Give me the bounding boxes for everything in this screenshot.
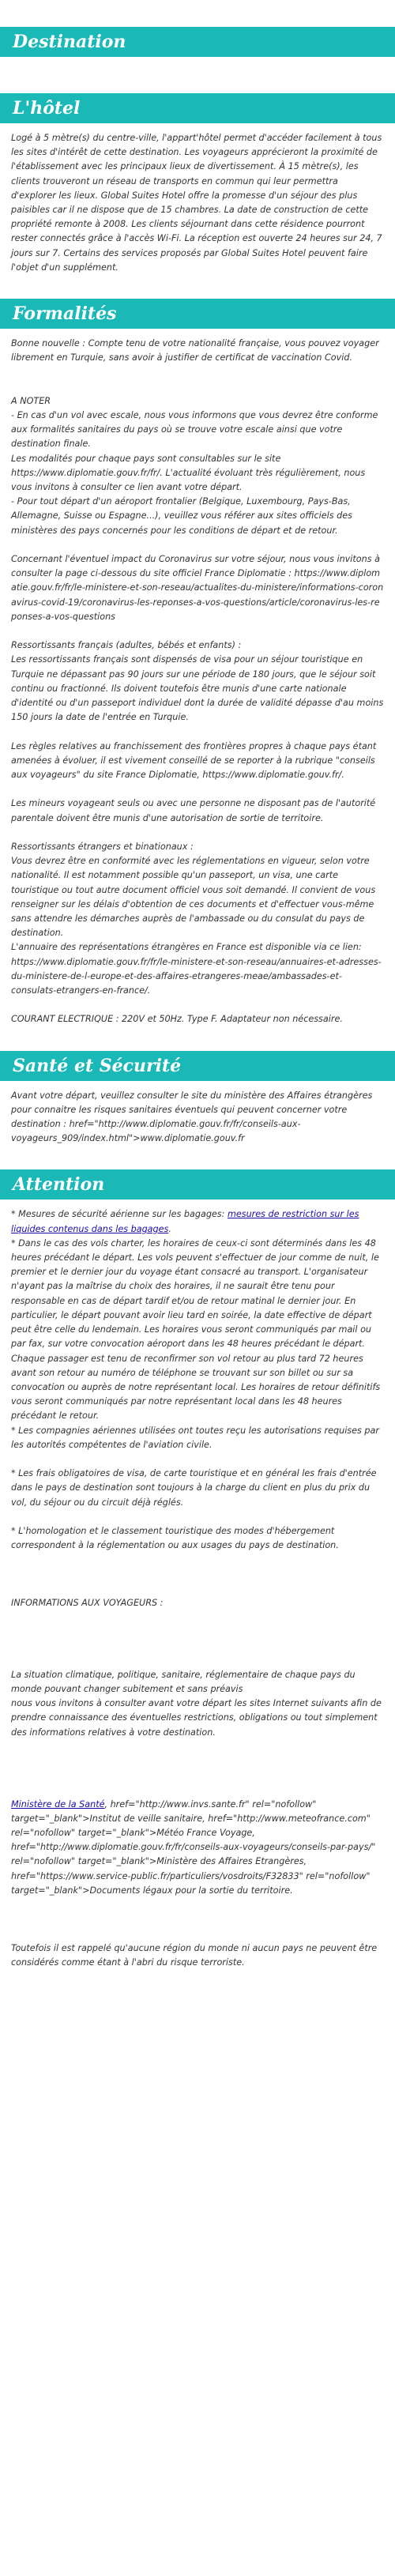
section-header-destination (0, 27, 395, 57)
attention-baggage-text: * Mesures de sécurité aérienne sur les bagages: (11, 1209, 228, 1220)
formalites-foreign-nationals: Ressortissants étrangers et binationaux : Vous devrez être en conformité avec les réglementations en vigueur, selon votre nationalité. Il est notamment possible qu'un passeport, un visa, une carte touristique ou tout autre document officiel vous soit demandé. Il convient de vous renseigner sur les délais d'obtention de ces documents et d'effectuer vous-même sans attendre les démarches auprès de l'ambassade ou du consulat du pays de destination. L'annuaire des représentations étrangères en France est disponible via ce lien: https://www.diplomatie.gouv.fr/fr/le-ministere-et-son-reseau/annuaires-et-adresses-du-ministere-de-l-europe-et-des-affaires-etrangeres-meae/ambassades-et-consulats-etrangers-en-france/. (11, 842, 382, 996)
section-title: Santé et Sécurité (13, 1055, 182, 1076)
attention-baggage-suffix: . (168, 1223, 171, 1234)
section-title: Formalités (13, 303, 117, 325)
formalites-border-rules: Les règles relatives au franchissement des frontières propres à chaque pays étant amenées à évoluer, il est vivement conseillé de se reporter à la rubrique "conseils aux voyageurs" du site France Diplomatie, https://www.diplomatie.gouv.fr/. (11, 740, 377, 781)
sante-text: Avant votre départ, veuillez consulter le site du ministère des Affaires étrangères pour connaitre les risques sanitaires éventuels qui peuvent concerner votre destination : href="http://www.diplomatie.gouv.fr/fr/conseils-aux-voyageurs_909/index.html">www.diplomatie.gouv.fr (11, 1090, 373, 1144)
formalites-content (0, 329, 395, 1027)
formalites-electric: COURANT ELECTRIQUE : 220V et 50Hz. Type F. Adaptateur non nécessaire. (11, 1014, 343, 1025)
ministere-sante-link[interactable]: Ministère de la Santé (11, 1798, 105, 1810)
section-header-sante (0, 1051, 395, 1081)
attention-situation: La situation climatique, politique, sanitaire, réglementaire de chaque pays du monde pouvant changer subitement et sans préavis nous vous invitons à consulter avant votre départ les sites Internet suivants afin de prendre connaissance des éventuelles restrictions, obligations ou tout simplement des informations relatives à votre destination. (11, 1669, 382, 1738)
hotel-content (0, 123, 395, 275)
formalites-french-nationals: Ressortissants français (adultes, bébés et enfants) : Les ressortissants français sont dispensés de visa pour un séjour touristique en Turquie ne dépassant pas 90 jours sur une période de 180 jours, que le séjour soit continu ou fractionné. Ils doivent toutefois être munis d'une carte nationale d'identité ou d'un passeport individuel dont la durée de validité dépasse d'au moins 150 jours la date de l'entrée en Turquie. (11, 640, 384, 723)
formalites-covid: Bonne nouvelle : Compte tenu de votre nationalité française, vous pouvez voyager librement en Turquie, sans avoir à justifier de certificat de vaccination Covid. (11, 338, 379, 363)
attention-links-text: , href="http://www.invs.sante.fr" rel="nofollow" target="_blank">Institut de veille sanitaire, href="http://www.meteofrance.com" rel="nofollow" target="_blank">Météo France Voyage, href="http://www.diplomatie.gouv.fr/fr/conseils-aux-voyageurs/conseils-par-pays/" rel="nofollow" target="_blank">Ministère des Affaires Etrangères, href="https://www.service-public.fr/particuliers/vosdroits/F32833" rel="nofollow" target="_blank">Documents légaux pour la sortie du territoire. (11, 1798, 376, 1896)
section-title: Attention (13, 1174, 105, 1196)
formalites-minors: Les mineurs voyageant seuls ou avec une personne ne disposant pas de l'autorité parentale doivent être munis d'une autorisation de sortie de territoire. (11, 798, 376, 823)
attention-content (0, 1199, 395, 1970)
attention-baggage (11, 1207, 384, 1236)
liquids-restriction-link[interactable]: mesures de restriction sur les liquides contenus dans les bagages (11, 1209, 359, 1234)
attention-terrorism: Toutefois il est rappelé qu'aucune région du monde ni aucun pays ne peuvent être considérés comme étant à l'abri du risque terroriste. (11, 1942, 378, 1968)
attention-homologation: * L'homologation et le classement touristique des modes d'hébergement correspondent à la réglementation ou aux usages du pays de destination. (11, 1525, 339, 1551)
sante-content (0, 1081, 395, 1147)
attention-links (11, 1798, 384, 1898)
section-title: L'hôtel (13, 98, 81, 119)
section-header-formalites (0, 299, 395, 329)
section-title: Destination (13, 32, 126, 52)
section-header-attention (0, 1169, 395, 1199)
formalites-coronavirus: Concernant l'éventuel impact du Coronavirus sur votre séjour, nous vous invitons à consulter la page ci-dessous du site officiel France Diplomatie : https://www.diplomatie.gouv.fr/fr/le-ministere-et-son-reseau/actualites-du-ministere/informations-coronavirus-covid-19/coronavirus-les-reponses-a-vos-questions/article/coronavirus-les-reponses-a-vos-questions (11, 554, 384, 622)
hotel-description: Logé à 5 mètre(s) du centre-ville, l'appart'hôtel permet d'accéder facilement à tous les sites d'intérêt de cette destination. Les voyageurs apprécieront la proximité de l'établissement avec les principaux lieux de divertissement. À 15 mètre(s), les clients trouveront un réseau de transports en commun qui leur permettra d'explorer les lieux. Global Suites Hotel offre la promesse d'un séjour des plus paisibles car il ne dispose que de 15 chambres. La date de construction de cette propriété remonte à 2008. Les clients séjournant dans cette résidence pourront rester connectés grâce à l'accès Wi-Fi. La réception est ouverte 24 heures sur 24, 7 jours sur 7. Certains des services proposés par Global Suites Hotel peuvent faire l'objet d'un supplément. (11, 133, 382, 273)
attention-visa-fees: * Les frais obligatoires de visa, de carte touristique et en général les frais d'entrée dans le pays de destination sont toujours à la charge du client en plus du prix du vol, du séjour ou du circuit déjà réglés. (11, 1468, 377, 1508)
attention-info-travelers: INFORMATIONS AUX VOYAGEURS : (11, 1597, 164, 1608)
section-header-hotel (0, 93, 395, 123)
attention-charter: * Dans le cas des vols charter, les horaires de ceux-ci sont déterminés dans les 48 heures précédant le départ. Les vols peuvent s'effectuer de jour comme de nuit, le premier et le dernier jour du voyage étant consacré au transport. L'organisateur n'ayant pas la maîtrise du choix des horaires, il ne saurait être tenu pour responsable en cas de départ tardif et/ou de retour matinal le dernier jour. En particulier, le départ pouvant avoir lieu tard en soirée, la date effective de départ peut être celle du lendemain. Les horaires vous seront communiqués par mail ou par fax, sur votre convocation aéroport dans les 48 heures précédant le départ. Chaque passager est tenu de reconfirmer son vol retour au plus tard 72 heures avant son retour au numéro de téléphone se trouvant sur son billet ou sur sa convocation ou auprès de notre représentant local. Les horaires de retour définitifs vous seront communiqués par notre représentant local dans les 48 heures précédant le retour. * Les compagnies aériennes utilisées ont toutes reçu les autorisations requises par les autorités compétentes de l'aviation civile. (11, 1237, 381, 1450)
formalites-note: A NOTER - En cas d'un vol avec escale, nous vous informons que vous devrez être conforme aux formalités sanitaires du pays où se trouve votre escale ainsi que votre destination finale. Les modalités pour chaque pays sont consultables sur le site https://www.diplomatie.gouv.fr/fr/. L'actualité évoluant très régulièrement, nous vous invitons à consulter ce lien avant votre départ. - Pour tout départ d'un aéroport frontalier (Belgique, Luxembourg, Pays-Bas, Allemagne, Suisse ou Espagne...), veuillez vous référer aux sites officiels des ministères des pays concernés pour les conditions de départ et de retour. (11, 395, 378, 536)
